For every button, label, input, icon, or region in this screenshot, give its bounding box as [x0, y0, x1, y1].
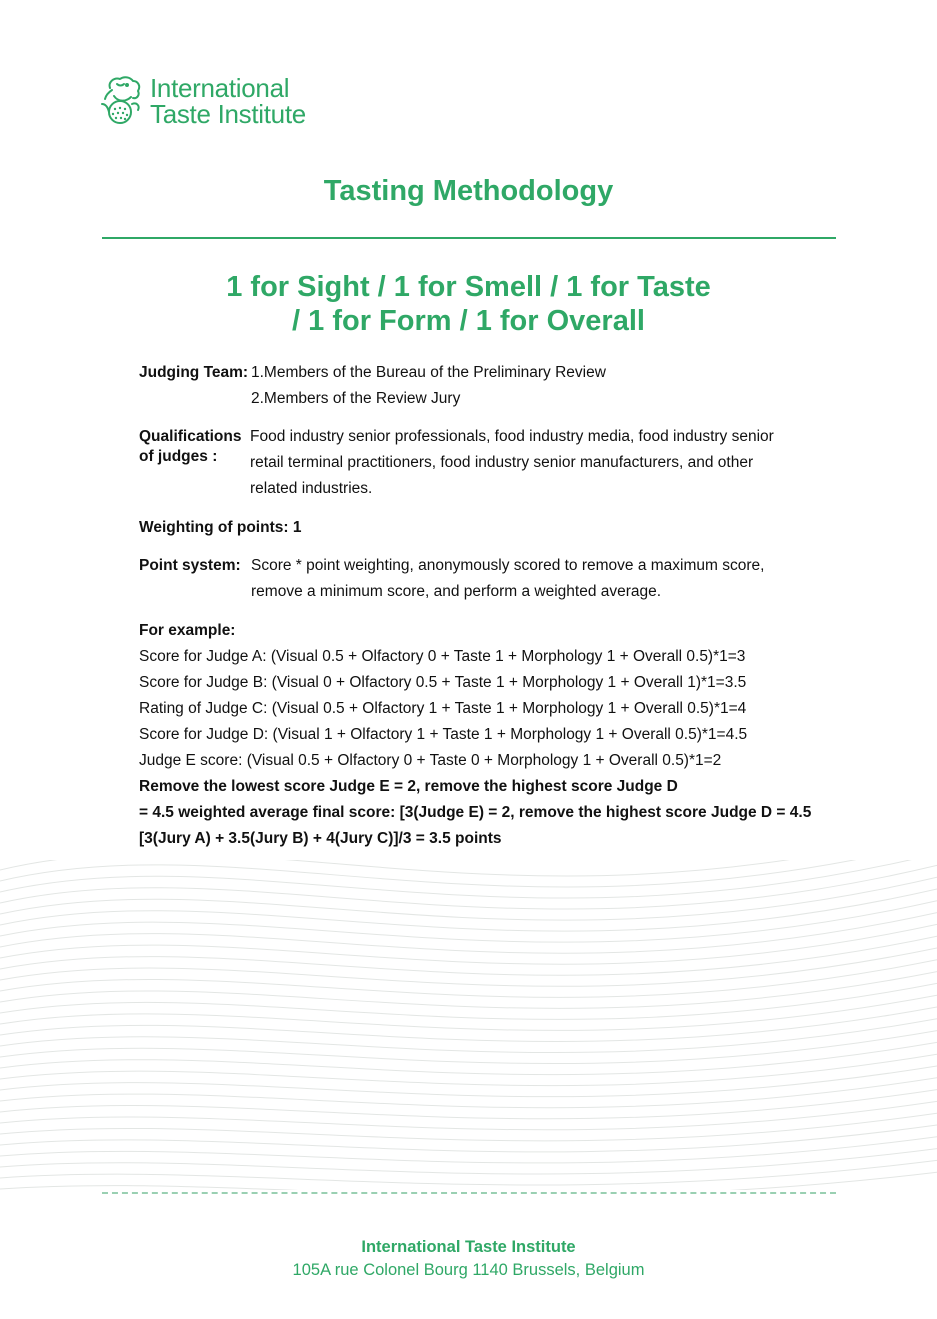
footer [0, 1235, 937, 1281]
example-heading: For example: [139, 622, 236, 639]
wave-line [0, 924, 937, 964]
wave-line [0, 877, 937, 920]
judging-team-label: Judging Team: [139, 364, 249, 381]
wave-line [0, 960, 937, 998]
judging-team-section [139, 360, 819, 412]
footer-divider [102, 1192, 836, 1194]
point-system-section [139, 553, 819, 605]
qualifications-line-3: related industries. [250, 480, 373, 497]
subtitle [0, 270, 937, 338]
logo-line-1: International [150, 73, 290, 103]
point-system-label: Point system: [139, 557, 241, 574]
wave-line [0, 1019, 937, 1053]
decorative-waves [0, 860, 937, 1190]
example-result-line: [3(Jury A) + 3.5(Jury B) + 4(Jury C)]/3 = 3.5 points [139, 830, 502, 847]
wave-line [0, 1042, 937, 1074]
example-line: Score for Judge B: (Visual 0 + Olfactory 0.5 + Taste 1 + Morphology 1 + Overall 1)*1=3.5 [139, 674, 747, 691]
judging-team-list [251, 360, 819, 412]
logo-text [150, 75, 306, 127]
wave-line [0, 1054, 937, 1085]
logo-line-2: Taste Institute [150, 99, 306, 129]
point-system-line-2: remove a minimum score, and perform a weighted average. [251, 583, 662, 600]
point-system-line-1: Score * point weighting, anonymously scored to remove a maximum score, [251, 557, 765, 574]
lion-golf-ball-icon [100, 74, 142, 128]
wave-line [0, 1066, 937, 1097]
wave-line [0, 1007, 937, 1041]
wave-line [0, 1031, 937, 1064]
page-title: Tasting Methodology [323, 175, 614, 207]
wave-line [0, 1160, 937, 1185]
wave-line [0, 860, 937, 876]
example-result-line: = 4.5 weighted average final score: [3(Judge E) = 2, remove the highest score Judge D = 4.5 [139, 804, 812, 821]
footer-address: 105A rue Colonel Bourg 1140 Brussels, Belgium [292, 1261, 645, 1279]
qualifications-label-line-1: Qualifications [139, 428, 242, 445]
footer-name: International Taste Institute [361, 1238, 576, 1256]
qualifications-line-1: Food industry senior professionals, food industry media, food industry senior [250, 428, 774, 445]
qualifications-label-line-2: of judges : [139, 448, 218, 465]
logo [100, 74, 306, 128]
example-line: Judge E score: (Visual 0.5 + Olfactory 0 + Taste 0 + Morphology 1 + Overall 0.5)*1=2 [139, 752, 722, 769]
weighting-of-points: Weighting of points: 1 [139, 519, 302, 536]
subtitle-line-2: / 1 for Form / 1 for Overall [292, 305, 645, 337]
example-line: Score for Judge D: (Visual 1 + Olfactory 1 + Taste 1 + Morphology 1 + Overall 0.5)*1=4.5 [139, 726, 748, 743]
judging-team-item-2: 2.Members of the Review Jury [251, 390, 461, 407]
wave-line [0, 865, 937, 909]
judging-team-item-1: 1.Members of the Bureau of the Preliminary Review [251, 364, 606, 381]
qualifications-text [250, 424, 819, 502]
point-system-text [251, 553, 819, 605]
example-result-line: Remove the lowest score Judge E = 2, remove the highest score Judge D [139, 778, 678, 795]
wave-line [0, 948, 937, 986]
example-line: Score for Judge A: (Visual 0.5 + Olfactory 0 + Taste 1 + Morphology 1 + Overall 0.5)*1=3 [139, 648, 746, 665]
qualifications-label [139, 424, 250, 502]
wave-line [0, 913, 937, 954]
methodology-body [139, 360, 819, 852]
title-divider [102, 237, 836, 239]
subtitle-line-1: 1 for Sight / 1 for Smell / 1 for Taste [226, 271, 711, 303]
example-line: Rating of Judge C: (Visual 0.5 + Olfactory 1 + Taste 1 + Morphology 1 + Overall 0.5)*1=4 [139, 700, 747, 717]
example-section [139, 618, 819, 852]
qualifications-section [139, 424, 819, 502]
qualifications-line-2: retail terminal practitioners, food industry senior manufacturers, and other [250, 454, 754, 471]
wave-line [0, 936, 937, 975]
